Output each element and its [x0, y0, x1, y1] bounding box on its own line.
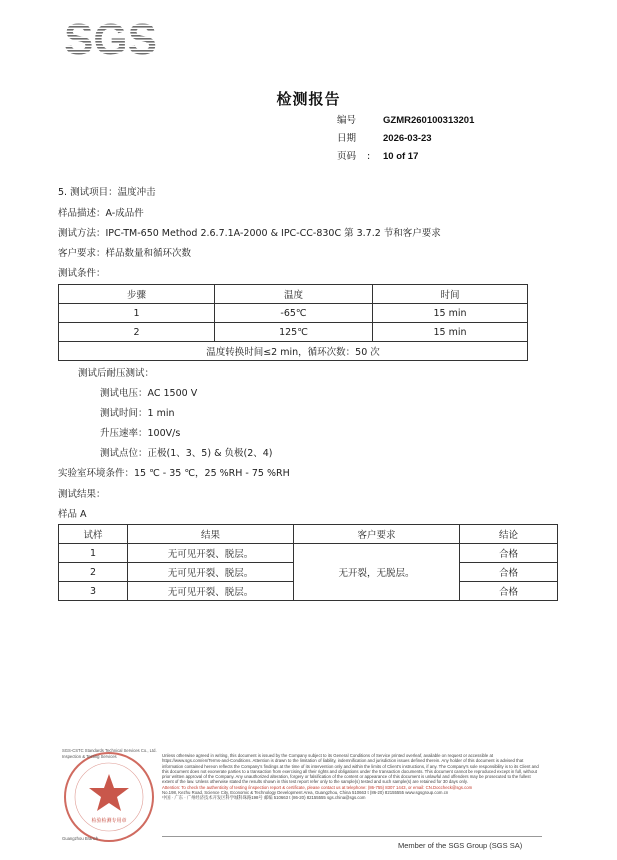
inspection-seal	[60, 748, 158, 846]
table-header: 时间	[373, 285, 528, 304]
customer-req: 客户要求：样品数量和循环次数	[58, 248, 192, 259]
test-method: 测试方法：IPC-TM-650 Method 2.6.7.1A-2000 & IPC-CC-830C 第 3.7.2 节和客户要求	[58, 228, 441, 239]
table-header: 步骤	[59, 285, 215, 304]
table-header: 客户要求	[294, 525, 460, 544]
address-cn: 中国 · 广东 · 广州经济技术开发区科学城科珠路198号 邮编 510663 t (86-20) 82155555 sgs.china@sgs.com	[162, 795, 366, 801]
address-en: No.198, Kezhu Road, Science City, Economic & Technology Development Area, Guangzhou, China 510663 t (86-20) 82155555 www.sgsgroup.com.cn	[162, 790, 449, 796]
table-cell: 15 min	[373, 304, 528, 323]
meta-label: 页码	[337, 151, 357, 162]
table-cell: 无可见开裂、脱层。	[128, 582, 294, 601]
table-header-row	[59, 285, 528, 304]
table-header: 结论	[460, 525, 558, 544]
table-header: 结果	[128, 525, 294, 544]
table-cell: 合格	[460, 544, 558, 563]
seal-caption-1: SGS-CSTC Standards Technical Services Co., Ltd.	[62, 748, 157, 753]
table-cell: 2	[59, 323, 215, 342]
table-cell: 合格	[460, 582, 558, 601]
table-header: 温度	[215, 285, 373, 304]
table-header-row	[59, 525, 558, 544]
meta-value: GZMR260100313201	[383, 115, 475, 126]
sample-label: 样品 A	[58, 509, 87, 520]
table-cell: 无可见开裂、脱层。	[128, 544, 294, 563]
test-item: 5. 测试项目：温度冲击	[58, 187, 156, 198]
meta-row-date	[337, 130, 432, 144]
member-text: Member of the SGS Group (SGS SA)	[398, 841, 523, 850]
table-cell-requirement: 无开裂，无脱层。	[294, 544, 460, 601]
seal-caption-2: Inspection & Testing Services	[62, 754, 117, 759]
post-test-time: 测试时间：1 min	[100, 408, 175, 419]
table-cell: 3	[59, 582, 128, 601]
post-test-ramp: 升压速率：100V/s	[100, 428, 181, 439]
meta-row-page: 页码 : 10 of 17	[337, 148, 418, 162]
table-cell: -65℃	[215, 304, 373, 323]
table-cell: 无可见开裂、脱层。	[128, 563, 294, 582]
table-cell: 1	[59, 304, 215, 323]
table-cell: 1	[59, 544, 128, 563]
meta-label: 编号	[337, 115, 357, 126]
logo-text: SGS	[64, 15, 157, 60]
sgs-logo	[62, 14, 158, 60]
report-title: 检测报告	[276, 90, 341, 108]
sample-desc: 样品描述：A-成品件	[58, 208, 144, 219]
meta-row-number	[337, 112, 474, 126]
results-table	[58, 524, 558, 601]
conditions-table	[58, 284, 528, 361]
table-note: 温度转换时间≤2 min，循环次数：50 次	[59, 342, 528, 361]
table-cell: 合格	[460, 563, 558, 582]
meta-label: 日期	[337, 133, 357, 144]
table-row	[59, 304, 528, 323]
disclaimer-text: Unless otherwise agreed in writing, this document is issued by the Company subject to its General Conditions of Service printed overleaf, available on request or accessible at https://www.sgs.com/en/Terms-and-Conditions. Attention is drawn to the limitation of liability, indemnification and jurisdiction issues defined therein. Any holder of this document is advised that information contained hereon reflects the Company's findings at the time of its intervention only and within the limits of Client's instructions, if any. The Company's sole responsibility is to its Client and this document does not exonerate parties to a transaction from exercising all their rights and obligations under the transaction documents. This document cannot be reproduced except in full, without prior written approval of the Company. Any unauthorized alteration, forgery or falsification of the content or appearance of this document is unlawful and offenders may be prosecuted to the fullest extent of the law. Unless otherwise stated the results shown in this test report refer only to the sample(s) tested and such sample(s) are retained for 30 days only.	[162, 753, 539, 785]
table-cell: 2	[59, 563, 128, 582]
meta-value: 2026-03-23	[383, 133, 432, 144]
table-cell: 125℃	[215, 323, 373, 342]
table-cell: 15 min	[373, 323, 528, 342]
test-conditions-label: 测试条件：	[58, 268, 106, 279]
table-row	[59, 342, 528, 361]
meta-value: 10 of 17	[383, 151, 419, 162]
footer-disclaimer-block	[162, 753, 542, 801]
table-header: 试样	[59, 525, 128, 544]
results-title: 测试结果：	[58, 489, 106, 500]
post-test-points: 测试点位：正极(1、3、5) & 负极(2、4)	[100, 448, 273, 459]
post-test-title: 测试后耐压测试：	[78, 368, 155, 379]
footer-divider	[162, 836, 542, 837]
seal-text: 检验检测专用章	[91, 818, 127, 824]
star-icon	[89, 774, 129, 811]
table-row	[59, 323, 528, 342]
post-test-voltage: 测试电压：AC 1500 V	[100, 388, 198, 399]
lab-env: 实验室环境条件：15 ℃ - 35 ℃，25 %RH - 75 %RH	[58, 468, 290, 479]
attention-text: Attention: To check the authenticity of testing /inspection report & certificate, please contact us at telephone: (86-755) 8307 1443, or email: CN.Doccheck@sgs.com	[162, 784, 473, 790]
seal-caption-3: Guangzhou Branch	[62, 836, 99, 841]
table-row	[59, 544, 558, 563]
